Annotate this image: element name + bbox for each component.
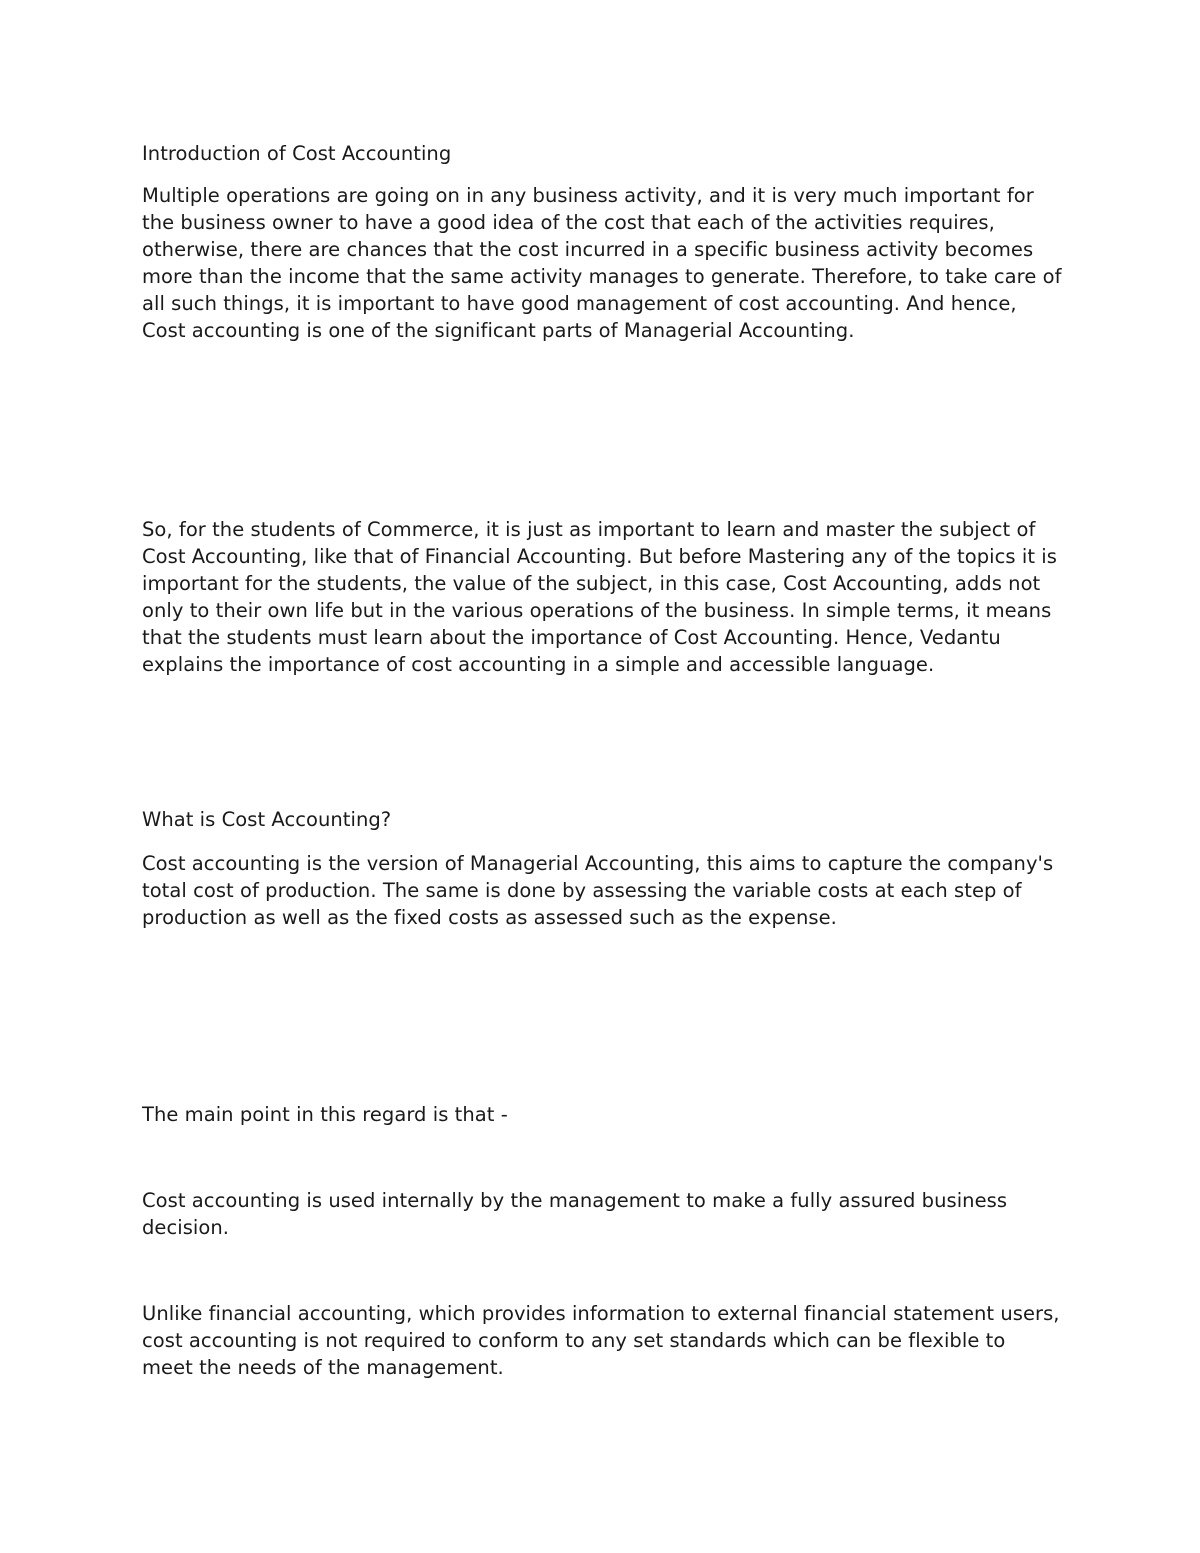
what-is-paragraph: Cost accounting is the version of Managerial Accounting, this aims to capture the company's total cost of production. The same is done by assessing the variable costs at each step of production as well as the fixed costs as assessed such as the expense.: [142, 852, 1054, 929]
what-is-heading: What is Cost Accounting?: [142, 808, 392, 831]
main-point-text: The main point in this regard is that -: [142, 1103, 508, 1126]
intro-paragraph: Multiple operations are going on in any business activity, and it is very much important for the business owner to have a good idea of the cost that each of the activities requires, otherwise, there are chances that the cost incurred in a specific business activity becomes more than the income that the same activity manages to generate. Therefore, to take care of all such things, it is important to have good management of cost accounting. And hence, Cost accounting is one of the significant parts of Managerial Accounting.: [142, 184, 1062, 342]
intro-heading: Introduction of Cost Accounting: [142, 142, 452, 165]
unlike-financial-point: Unlike financial accounting, which provides information to external financial statement users, cost accounting is not required to conform to any set standards which can be flexible to meet the needs of the management.: [142, 1302, 1060, 1379]
students-paragraph: So, for the students of Commerce, it is just as important to learn and master the subject of Cost Accounting, like that of Financial Accounting. But before Mastering any of the topics it is important for the students, the value of the subject, in this case, Cost Accounting, adds not only to their own life but in the various operations of the business. In simple terms, it means that the students must learn about the importance of Cost Accounting. Hence, Vedantu explains the importance of cost accounting in a simple and accessible language.: [142, 518, 1057, 676]
internal-use-point: Cost accounting is used internally by the management to make a fully assured business decision.: [142, 1189, 1008, 1239]
